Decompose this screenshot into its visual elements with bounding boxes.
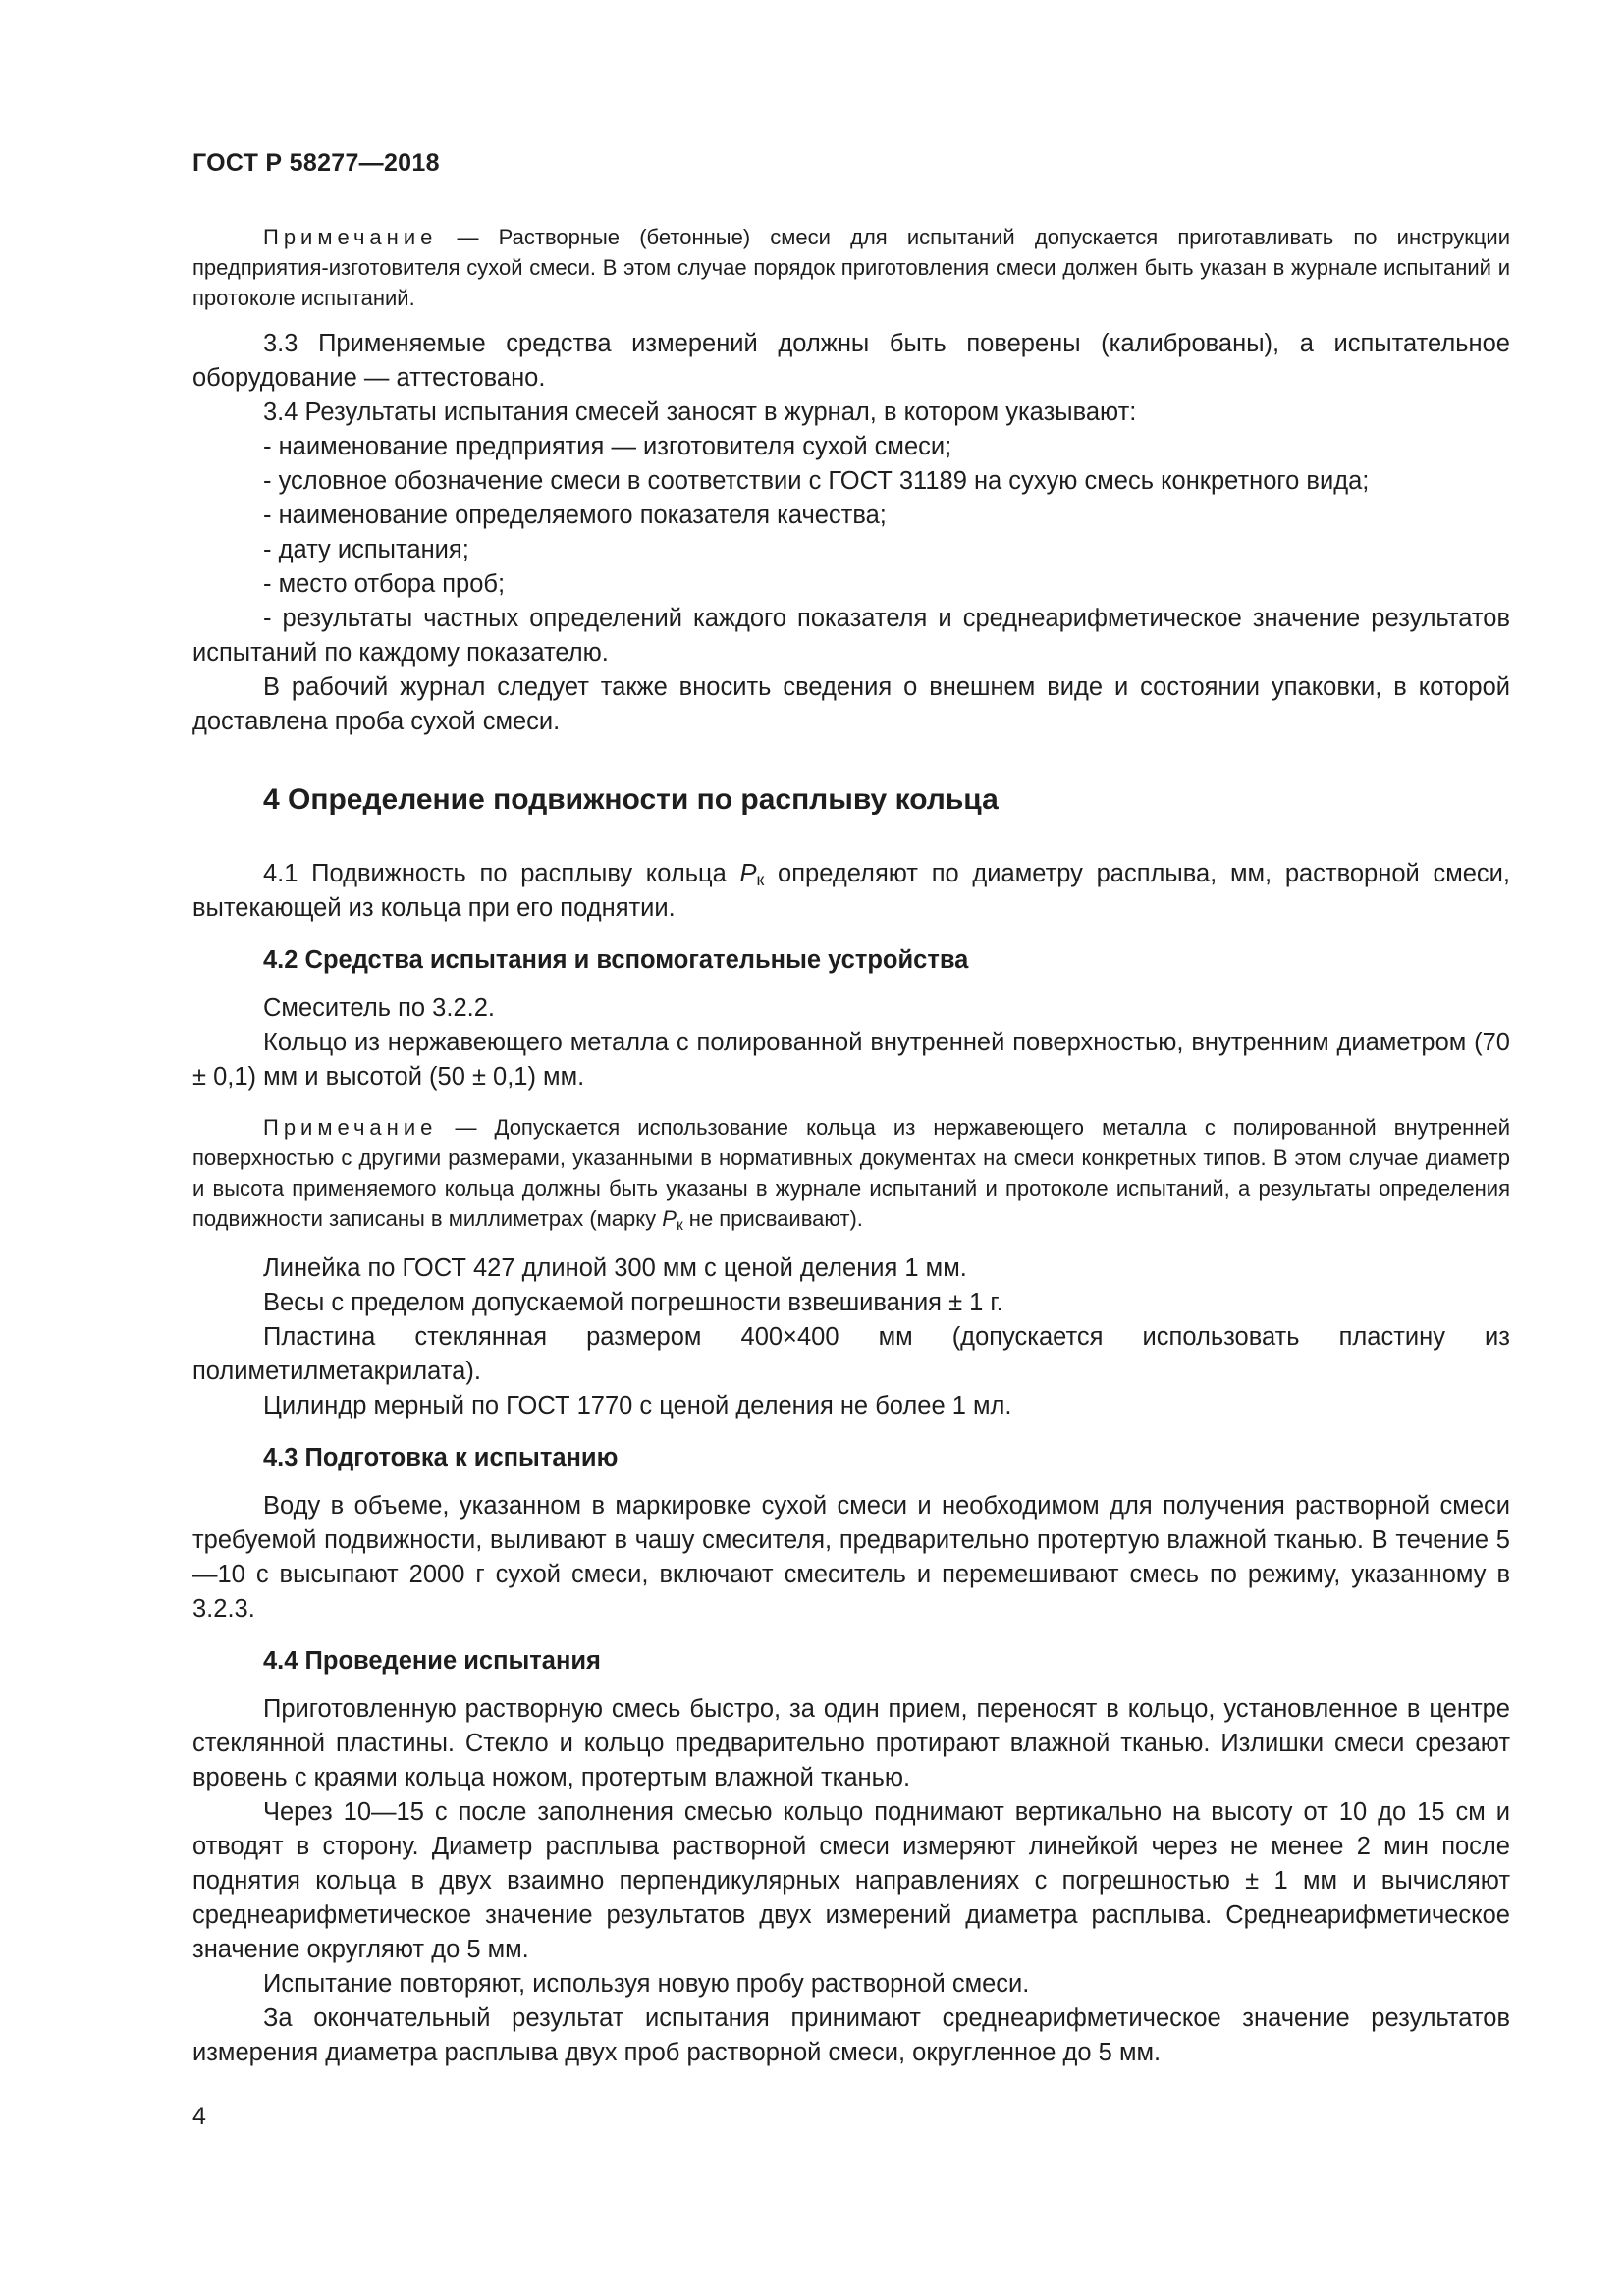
document-code-header: ГОСТ Р 58277—2018 bbox=[192, 149, 440, 177]
note-2-text: — Допускается использование кольца из нержавеющего металла с полированной внутренней поверхностью с другими размерами, указанными в нормативных документах на смеси конкретных типов. В этом случае диаметр и высота применяемого кольца должны быть указаны в журнале испытаний и протоколе испытаний, а результаты определения подвижности записаны в миллиметрах (марку bbox=[192, 1115, 1510, 1231]
note-text: — Растворные (бетонные) смеси для испытаний допускается приготавливать по инструкции предприятия-изготовителя сухой смеси. В этом случае порядок приготовления смеси должен быть указан в журнале испытаний и протоколе испытаний. bbox=[192, 225, 1510, 310]
subsection-4-2-title: 4.2 Средства испытания и вспомогательные устройства bbox=[263, 946, 969, 974]
paragraph-4-4-b: Через 10—15 с после заполнения смесью кольцо поднимают вертикально на высоту от 10 до 15 см и отводят в сторону. Диаметр расплыва растворной смеси измеряют линейкой через не менее 2 мин после поднятия кольца в двух взаимно перпендикулярных направлениях с погрешностью ± 1 мм и вычисляют среднеарифметическое значение результатов двух измерений диаметра расплыва. Среднеарифметическое значение округляют до 5 мм. bbox=[192, 1798, 1510, 1963]
list-item: - дату испытания; bbox=[263, 536, 469, 563]
subsection-4-3-title: 4.3 Подготовка к испытанию bbox=[263, 1444, 619, 1471]
paragraph-3-3: 3.3 Применяемые средства измерений должны быть поверены (калиброваны), а испытательное оборудование — аттестовано. bbox=[192, 330, 1510, 392]
paragraph-4-1-end: определяют по диаметру расплыва, мм, растворной смеси, вытекающей из кольца при его поднятии. bbox=[192, 860, 1510, 922]
paragraph-3-4: 3.4 Результаты испытания смесей заносят в журнал, в котором указывают: bbox=[263, 399, 1137, 426]
paragraph-4-4-c: Испытание повторяют, используя новую пробу растворной смеси. bbox=[263, 1970, 1030, 1998]
paragraph-4-3: Воду в объеме, указанном в маркировке сухой смеси и необходимом для получения растворной смеси требуемой подвижности, выливают в чашу смесителя, предварительно протертую влажной тканью. В течение 5—10 с высыпают 2000 г сухой смеси, включают смеситель и перемешивают смесь по режиму, указанному в 3.2.3. bbox=[192, 1492, 1510, 1623]
pk-symbol: Р bbox=[739, 860, 757, 887]
pk-subscript: к bbox=[756, 870, 765, 889]
list-item: - наименование определяемого показателя качества; bbox=[263, 502, 887, 529]
note-2-end: не присваивают). bbox=[682, 1206, 863, 1231]
paragraph-ruler: Линейка по ГОСТ 427 длиной 300 мм с ценой деления 1 мм. bbox=[263, 1255, 967, 1282]
pk-symbol: Р bbox=[662, 1206, 677, 1231]
list-item: - место отбора проб; bbox=[263, 570, 506, 598]
list-item: - результаты частных определений каждого показателя и среднеарифметическое значение результатов испытаний по каждому показателю. bbox=[192, 605, 1510, 667]
paragraph-4-4-d: За окончательный результат испытания принимают среднеарифметическое значение результатов измерения диаметра расплыва двух проб растворной смеси, округленное до 5 мм. bbox=[192, 2004, 1510, 2066]
paragraph-plate: Пластина стеклянная размером 400×400 мм (допускается использовать пластину из полиметилметакрилата). bbox=[192, 1323, 1510, 1385]
paragraph-mixer: Смеситель по 3.2.2. bbox=[263, 994, 495, 1022]
paragraph-4-1-start: 4.1 Подвижность по расплыву кольца bbox=[263, 860, 740, 887]
list-item: - наименование предприятия — изготовителя сухой смеси; bbox=[263, 433, 952, 460]
page-number: 4 bbox=[192, 2103, 206, 2130]
paragraph-cylinder: Цилиндр мерный по ГОСТ 1770 с ценой деления не более 1 мл. bbox=[263, 1392, 1012, 1419]
paragraph-4-4-a: Приготовленную растворную смесь быстро, за один прием, переносят в кольцо, установленное в центре стеклянной пластины. Стекло и кольцо предварительно протирают влажной тканью. Излишки смеси срезают вровень с краями кольца ножом, протертым влажной тканью. bbox=[192, 1695, 1510, 1791]
note-paragraph-2 bbox=[192, 1112, 1510, 1234]
page-content bbox=[192, 222, 1510, 2070]
note-label: Примечание bbox=[263, 225, 438, 249]
note-paragraph bbox=[192, 222, 1510, 313]
subsection-4-4-title: 4.4 Проведение испытания bbox=[263, 1647, 601, 1675]
pk-subscript: к bbox=[676, 1217, 683, 1234]
document-page bbox=[192, 0, 1510, 2296]
note-label: Примечание bbox=[263, 1115, 438, 1140]
paragraph-ring: Кольцо из нержавеющего металла с полированной внутренней поверхностью, внутренним диаметром (70 ± 0,1) мм и высотой (50 ± 0,1) мм. bbox=[192, 1029, 1510, 1091]
section-4-title: 4 Определение подвижности по расплыву кольца bbox=[263, 783, 999, 816]
paragraph-scales: Весы с пределом допускаемой погрешности взвешивания ± 1 г. bbox=[263, 1289, 1003, 1316]
paragraph-4-1 bbox=[192, 857, 1510, 926]
paragraph-journal: В рабочий журнал следует также вносить сведения о внешнем виде и состоянии упаковки, в которой доставлена проба сухой смеси. bbox=[192, 673, 1510, 735]
list-item: - условное обозначение смеси в соответствии с ГОСТ 31189 на сухую смесь конкретного вида; bbox=[263, 467, 1370, 495]
